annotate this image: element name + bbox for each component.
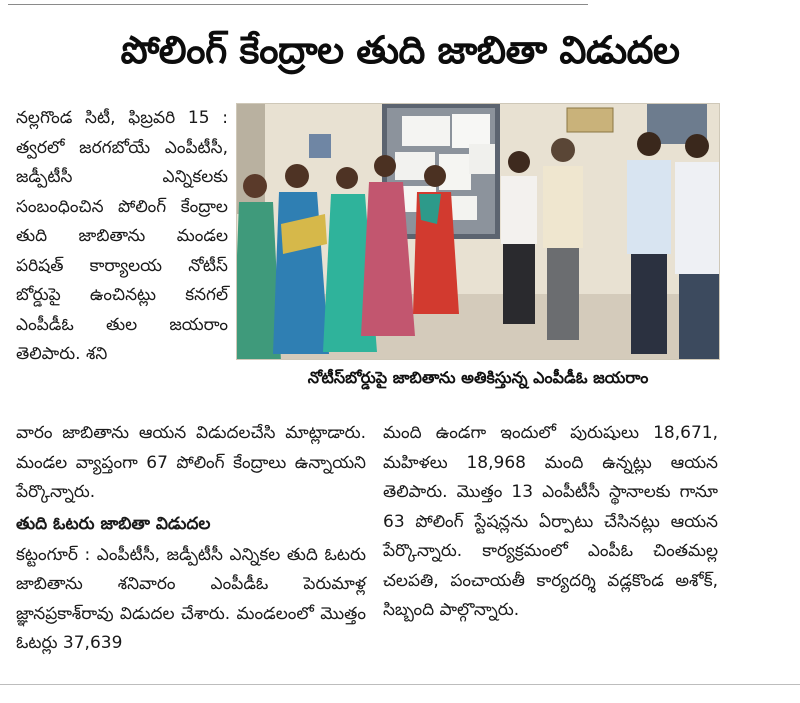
article-headline: పోలింగ్ కేంద్రాల తుది జాబితా విడుదల (120, 28, 680, 72)
bottom-rule (0, 684, 800, 685)
left-paragraph: వారం జాబితాను ఆయన విడుదలచేసి మాట్లాడారు. మండల వ్యాప్తంగా 67 పోలింగ్ కేంద్రాలు ఉన్నాయని పేర్కొన్నారు. (16, 423, 366, 502)
right-paragraph: మంది ఉండగా ఇందులో పురుషులు 18,671, మహిళలు 18,968 మంది ఉన్నట్లు ఆయన తెలిపారు. మొత్తం 13 ఎంపీటీసీ స్థానాలకు గానూ 63 పోలింగ్ స్టేషన్లను ఏర్పాటు చేసినట్లు ఆయన పేర్కొన్నారు. కార్యక్రమంలో ఎంపీఓ చింతమల్ల చలపతి, పంచాయతీ కార్యదర్శి వడ్లకొండ అశోక్, సిబ్బంది పాల్గొన్నారు. (383, 423, 718, 620)
news-photo (236, 103, 720, 360)
top-rule (8, 4, 588, 5)
photo-caption: నోటీస్‌బోర్డుపై జాబితాను అతికిస్తున్న ఎంపీడీఓ జయరాం (307, 368, 649, 387)
left-paragraph-2: కట్టంగూర్ : ఎంపీటీసీ, జడ్పీటీసీ ఎన్నికల తుది ఓటరు జాబితాను శనివారం ఎంపీడీఓ పెరుమాళ్ల జ్ఞానప్రకాశ్‌రావు విడుదల చేశారు. మండలంలో మొత్తం ఓటర్లు 37,639 (16, 544, 366, 653)
article-left-column (16, 419, 366, 659)
article-intro-column (16, 104, 228, 370)
article-right-column (383, 419, 718, 626)
sub-headline: తుది ఓటరు జాబితా విడుదల (16, 513, 211, 534)
intro-paragraph: నల్లగొండ సిటీ, ఫిబ్రవరి 15 : త్వరలో జరగబోయే ఎంపీటీసీ, జడ్పీటీసీ ఎన్నికలకు సంబంధించిన పోలింగ్ కేంద్రాల తుది జాబితాను మండల పరిషత్ కార్యాలయ నోటీస్ బోర్డుపై ఉంచినట్లు కనగల్ ఎంపీడీఓ తుల జయరాం తెలిపారు. శని (16, 108, 228, 364)
